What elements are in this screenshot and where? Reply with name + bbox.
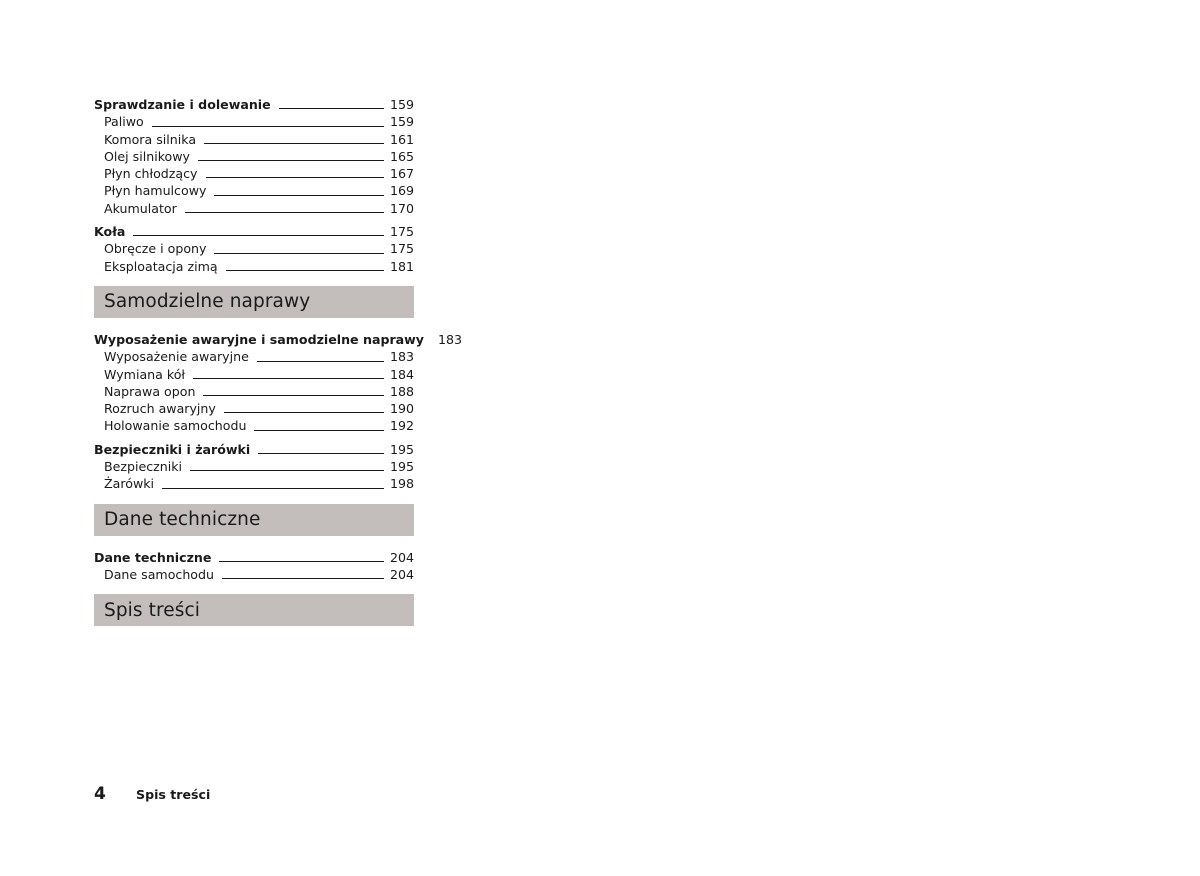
page-footer (94, 784, 210, 804)
toc-entry[interactable] (94, 366, 414, 383)
leader-line (219, 561, 384, 562)
leader-line (193, 378, 384, 379)
toc-entry-label: Holowanie samochodu (94, 417, 254, 434)
toc-entry[interactable] (94, 417, 414, 434)
toc-entry-label: Olej silnikowy (94, 148, 198, 165)
toc-heading[interactable] (94, 441, 414, 458)
toc-heading-label: Bezpieczniki i żarówki (94, 441, 258, 458)
toc-entry-label: Naprawa opon (94, 383, 203, 400)
page-ref: 169 (389, 183, 414, 199)
toc-entry[interactable] (94, 131, 414, 148)
toc-entry-label: Komora silnika (94, 131, 204, 148)
toc-entry-label: Akumulator (94, 200, 185, 217)
page-ref: 159 (389, 97, 414, 112)
toc-entry-label: Dane samochodu (94, 566, 222, 583)
toc-heading[interactable] (94, 549, 414, 566)
leader-line (214, 195, 384, 196)
leader-line (185, 212, 384, 213)
page-ref: 195 (389, 459, 414, 475)
toc-entry-label: Płyn chłodzący (94, 165, 206, 182)
toc-heading[interactable] (94, 96, 414, 113)
toc-entry[interactable] (94, 348, 414, 365)
toc-entry[interactable] (94, 475, 414, 492)
toc-heading-label: Dane techniczne (94, 549, 219, 566)
page-ref: 181 (389, 258, 414, 274)
toc-entry-label: Żarówki (94, 475, 162, 492)
toc-group (94, 331, 463, 435)
page-ref: 204 (389, 549, 414, 565)
leader-line (162, 488, 384, 489)
page-ref: 170 (389, 200, 414, 216)
toc-entry[interactable] (94, 148, 414, 165)
page-ref: 175 (389, 241, 414, 257)
page-ref: 198 (389, 476, 414, 492)
leader-line (222, 578, 384, 579)
page-ref: 190 (389, 401, 414, 417)
toc-heading-label: Sprawdzanie i dolewanie (94, 96, 279, 113)
leader-line (224, 412, 384, 413)
toc-entry-label: Rozruch awaryjny (94, 400, 224, 417)
toc-entry-label: Paliwo (94, 113, 152, 130)
toc-group (94, 441, 414, 493)
toc-entry-label: Obręcze i opony (94, 240, 214, 257)
toc-heading-label: Wyposażenie awaryjne i samodzielne naprawy (94, 331, 432, 348)
leader-line (152, 126, 384, 127)
page-ref: 159 (389, 114, 414, 130)
toc-entry-label: Eksploatacja zimą (94, 258, 226, 275)
page-ref: 165 (389, 148, 414, 164)
toc-group (94, 96, 414, 217)
leader-line (203, 395, 384, 396)
footer-label: Spis treści (136, 787, 211, 802)
leader-line (204, 143, 384, 144)
page-ref: 188 (389, 383, 414, 399)
toc-entry[interactable] (94, 458, 414, 475)
leader-line (279, 108, 384, 109)
leader-line (214, 253, 383, 254)
page-ref: 183 (389, 349, 414, 365)
leader-line (190, 470, 384, 471)
toc-entry[interactable] (94, 240, 414, 257)
leader-line (257, 361, 384, 362)
toc-entry-label: Wyposażenie awaryjne (94, 348, 257, 365)
leader-line (254, 430, 383, 431)
section-header: Dane techniczne (94, 504, 414, 536)
toc-entry[interactable] (94, 200, 414, 217)
page-ref: 175 (389, 224, 414, 240)
toc-entry[interactable] (94, 258, 414, 275)
section-header: Samodzielne naprawy (94, 286, 414, 318)
page-ref: 183 (438, 331, 463, 347)
toc-heading[interactable] (94, 331, 463, 348)
page-number: 4 (94, 784, 106, 804)
page-ref: 184 (389, 366, 414, 382)
leader-line (226, 270, 384, 271)
toc-entry[interactable] (94, 566, 414, 583)
table-of-contents (94, 96, 463, 639)
leader-line (133, 235, 384, 236)
page-ref: 167 (389, 166, 414, 182)
page-ref: 195 (389, 441, 414, 457)
toc-entry-label: Wymiana kół (94, 366, 193, 383)
toc-entry-label: Płyn hamulcowy (94, 182, 214, 199)
leader-line (198, 160, 384, 161)
toc-entry-label: Bezpieczniki (94, 458, 190, 475)
toc-entry[interactable] (94, 113, 414, 130)
toc-entry[interactable] (94, 400, 414, 417)
toc-group (94, 223, 414, 275)
page-ref: 204 (389, 566, 414, 582)
leader-line (206, 177, 384, 178)
toc-heading-label: Koła (94, 223, 133, 240)
toc-entry[interactable] (94, 165, 414, 182)
page-ref: 192 (389, 418, 414, 434)
toc-entry[interactable] (94, 383, 414, 400)
toc-heading[interactable] (94, 223, 414, 240)
toc-entry[interactable] (94, 182, 414, 199)
section-header: Spis treści (94, 594, 414, 626)
leader-line (258, 453, 384, 454)
toc-group (94, 549, 414, 584)
page-ref: 161 (389, 131, 414, 147)
